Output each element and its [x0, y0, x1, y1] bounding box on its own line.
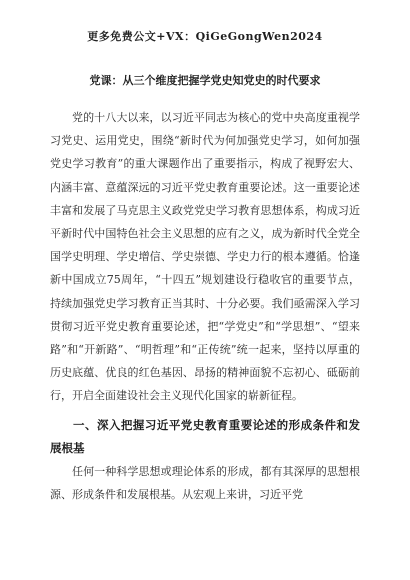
watermark-text: 更多免费公文+VX：QiGeGongWen2024 [87, 30, 323, 43]
body-paragraph: 任何一种科学思想或理论体系的形成，都有其深厚的思想根源、形成条件和发展根基。从宏观上来讲，习近平党 [50, 465, 360, 502]
section-heading: 一、深入把握习近平党史教育重要论述的形成条件和发展根基 [50, 417, 360, 455]
document-title: 党课：从三个维度把握学党史知党史的时代要求 [89, 74, 321, 87]
body-paragraph: 党的十八大以来，以习近平同志为核心的党中央高度重视学习党史、运用党史，围绕“新时代为何加强党史学习，如何加强党史学习教育”的重大课题作出了重要指示，构成了视野宏大、内涵丰富、意蕴深远的习近平党史教育重要论述。这一重要论述丰富和发展了马克思主义政党党史学习教育思想体系，构成习近平新时代中国特色社会主义思想的应有之义，成为新时代全党全国学史明理、学史增信、学史崇德、学史力行的根本遵循。恰逢新中国成立75周年，“十四五”规划建设行稳收官的重要节点，持续加强党史学习教育正当其时、十分必要。我们亟需深入学习贯彻习近平党史教育重要论述，把“学党史”和“学思想”、“望来路”和“开新路”、“明哲理”和“正传统”统一起来，坚持以厚重的历史底蕴、优良的红色基因、昂扬的精神面貌不忘初心、砥砺前行，开启全面建设社会主义现代化国家的崭新征程。 [50, 111, 360, 403]
